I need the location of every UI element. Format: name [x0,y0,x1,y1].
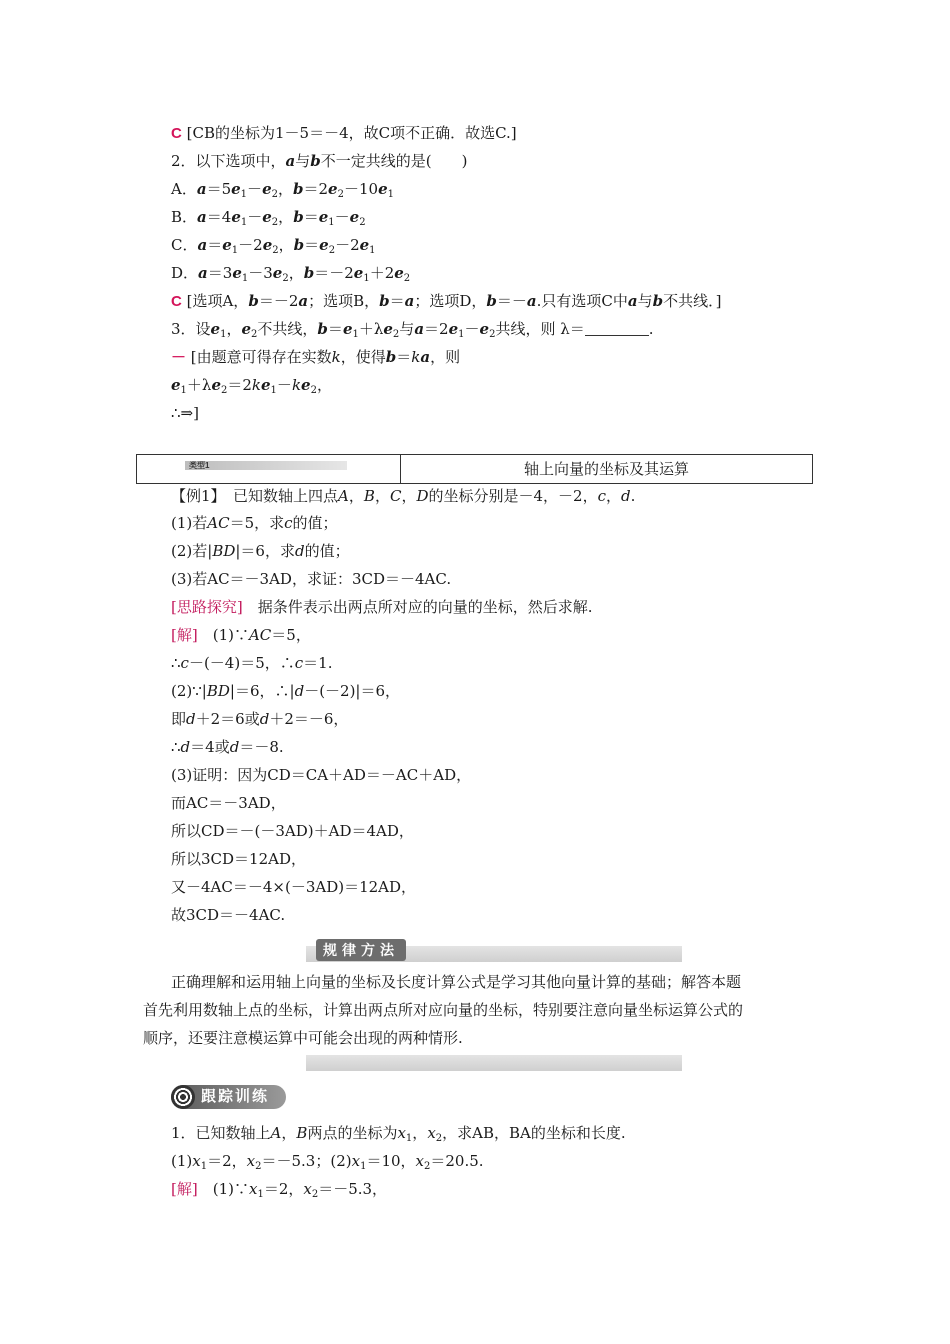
var: e [261,376,271,394]
solution-line-10: 又－4AC＝－4×(－3AD)＝12AD， [171,878,417,896]
text: － [464,320,480,338]
sub: 2 [271,217,279,228]
rule-text-2: 首先利用数轴上点的坐标，计算出两点所对应向量的坐标，特别要注意向量坐标运算公式的 [143,1001,744,1019]
question-2 [171,151,468,171]
sub: 1 [220,329,227,340]
var: a [196,180,207,198]
text: ＝5， [271,626,311,644]
text: － [247,208,263,226]
var: c [284,514,293,532]
sub: 1 [360,1161,367,1172]
text: [选项A， [186,292,249,310]
var: A [338,487,349,505]
text: －3 [248,264,273,282]
text: － [276,376,292,394]
solution-line-3 [171,681,400,701]
solution-line-8: 所以CD＝－(－3AD)＋AD＝4AD， [171,822,414,840]
text: ＝1. [303,654,333,672]
text: (1) [171,1152,193,1170]
var: e [272,264,283,282]
var: c [180,654,189,672]
sub: 2 [282,273,289,284]
training-solution-1 [171,1179,387,1199]
text: ＝20.5. [430,1152,484,1170]
var: k [251,376,261,394]
rule-text-3: 顺序，还要注意模运算中可能会出现的两种情形. [143,1029,463,1047]
var: BD [206,682,230,700]
var: x [248,1180,258,1198]
text: ， [281,1124,297,1142]
rule-text-1: 正确理解和运用轴上向量的坐标及长度计算公式是学习其他向量计算的基础；解答本题 [171,973,742,991]
text: . [630,487,636,505]
solution-tag: [解] [171,626,198,644]
section-type-table [136,454,813,484]
text: ∴ [171,738,181,756]
solution-line-9: 所以3CD＝12AD， [171,850,306,868]
text: ， [278,208,294,226]
example-1 [171,486,635,506]
var: a [404,292,415,310]
var: d [186,710,196,728]
rule-title: 规律方法 [316,939,406,961]
text: 的坐标分别是－4，－2， [428,487,598,505]
sub: 2 [311,1189,319,1200]
answer-line-2 [171,291,722,312]
var: b [293,180,304,198]
example-1-part-1 [171,513,338,533]
answer-line-3 [171,347,460,368]
var: e [383,320,393,338]
text: ， [288,264,304,282]
var: d [229,738,240,756]
question-3 [171,319,654,339]
sub: 2 [489,329,496,340]
text: A． [171,180,197,198]
text: 共线，则 λ＝ [495,320,585,338]
text: D． [171,264,199,282]
text: [由题意可得存在实数 [190,348,332,366]
sub: 1 [257,1189,264,1200]
text: ＝2 [303,180,329,198]
var: e [211,376,221,394]
text: C． [171,236,198,254]
var: e [448,320,459,338]
text: ＝ [396,348,412,366]
var: e [319,236,329,254]
var: b [317,320,328,338]
sub: 2 [272,245,279,256]
var: b [303,264,315,282]
var: D [416,487,429,505]
text: 2．以下选项中， [171,152,286,170]
var: a [298,292,309,310]
var: C [389,487,402,505]
text: B． [171,208,198,226]
var: x [427,1124,436,1142]
text: 的值； [304,542,350,560]
text: 【例1】 已知数轴上四点 [171,487,339,505]
var: e [342,320,353,338]
var: a [526,292,537,310]
var: BD [212,542,236,560]
sub: 2 [424,1161,431,1172]
text: ＝－5.3；(2) [261,1152,352,1170]
var: e [479,320,490,338]
sub: 1 [241,273,249,284]
var: b [293,236,305,254]
var: B [296,1124,308,1142]
var: b [652,292,664,310]
var: a [197,236,208,254]
var: e [378,180,388,198]
var: e [353,264,364,282]
solution-line-7: 而AC＝－3AD， [171,794,286,812]
var: e [318,208,329,226]
text: －(－4)＝5，∴ [188,654,295,672]
sub: 2 [220,385,228,396]
var: x [192,1152,201,1170]
text: ＝3 [207,264,233,282]
var: d [294,542,305,560]
sub: 2 [310,385,317,396]
text: ＝ [304,236,320,254]
text: － [247,180,263,198]
answer-line-3c: ∴⇒] [171,404,199,422]
var: a [414,320,425,338]
text: ， [278,236,294,254]
var: x [246,1152,256,1170]
text: 与 [295,152,311,170]
var: a [420,348,431,366]
text: ＝2 [424,320,449,338]
text: ＝ [327,320,343,338]
text: ， [277,180,293,198]
text: ＝2， [263,1180,304,1198]
text: ∴ [171,654,181,672]
type-tag-cell [137,455,401,483]
var: e [171,376,181,394]
sub: 1 [405,1133,413,1144]
sub: 1 [458,329,465,340]
solution-line-2 [171,653,332,673]
answer-blank [585,321,649,336]
var: b [248,292,259,310]
text: ＝2 [227,376,252,394]
text: ；选项B， [308,292,380,310]
sub: 2 [392,329,400,340]
tracking-title: 跟踪训练 [201,1088,270,1105]
var: e [222,236,232,254]
sub: 2 [435,1133,443,1144]
training-question-1 [171,1123,626,1143]
solution-line-1 [171,625,311,645]
var: e [262,180,272,198]
text: 1．已知数轴上 [171,1124,271,1142]
solution-line-4 [171,709,348,729]
text: ＝－ [496,292,527,310]
text: ＝5，求 [229,514,285,532]
text: |＝6，∴| [229,682,295,700]
text: ＝－5.3， [318,1180,388,1198]
text: ＋2 [369,264,395,282]
text: ＝ [207,236,223,254]
var: AC [248,626,272,644]
var: e [349,208,360,226]
text: 不共线， [257,320,318,338]
option-d [171,263,410,283]
sub: 1 [240,217,248,228]
sub: 1 [328,217,335,228]
var: a [198,264,208,282]
var: e [328,180,338,198]
text: ， [226,320,242,338]
text: 据条件表示出两点所对应的向量的坐标，然后求解. [242,598,593,616]
solution-tag: [解] [171,1180,198,1198]
var: c [294,654,304,672]
text: (1)若 [171,514,208,532]
text: (2)若| [171,542,213,560]
text: (1)∵ [197,1180,249,1198]
var: e [262,208,272,226]
text: 的值； [292,514,338,532]
var: e [232,264,242,282]
sub: 1 [200,1161,208,1172]
text: －10 [343,180,379,198]
sub: 1 [240,189,248,200]
sub: 2 [403,273,411,284]
text: ， [412,1124,428,1142]
text: |＝6，求 [235,542,295,560]
text: 两点的坐标为 [307,1124,398,1142]
var: b [310,152,321,170]
sub: 1 [231,245,239,256]
sub: 1 [352,329,359,340]
text: ＝ [389,292,405,310]
text: ，使得 [340,348,386,366]
text: 与 [399,320,415,338]
sub: 1 [270,385,277,396]
var: x [397,1124,406,1142]
var: b [486,292,497,310]
var: x [351,1152,361,1170]
var: k [411,348,421,366]
thinking-hint [171,597,593,617]
sub: 1 [369,245,376,256]
type-tag: 类型1 [185,461,347,470]
var: e [394,264,404,282]
answer-line-1 [171,123,517,144]
solution-line-11: 故3CD＝－4AC. [171,906,286,924]
var: k [291,376,302,394]
text: ＝5 [206,180,232,198]
text: ＋λ [186,376,212,394]
var: e [262,236,273,254]
text: －2 [238,236,263,254]
text: ，求AB，BA的坐标和长度. [442,1124,626,1142]
answer-label: － [171,349,187,366]
example-1-part-3: (3)若AC＝－3AD，求证：3CD＝－4AC. [171,570,452,588]
example-1-part-2 [171,541,350,561]
var: B [363,487,375,505]
tracking-training-header [171,1085,286,1109]
var: d [180,738,191,756]
sub: 2 [359,217,366,228]
text: ＝－2 [258,292,299,310]
var: d [259,710,270,728]
var: e [210,320,221,338]
answer-label: C [171,293,182,310]
text: －2 [335,236,360,254]
text: ＝4 [206,208,232,226]
text: ＝ [303,208,319,226]
sub: 2 [255,1161,262,1172]
text: (2)∵| [171,682,207,700]
var: x [303,1180,312,1198]
text: 不一定共线的是( ) [320,152,468,170]
text: ＝10， [366,1152,416,1170]
answer-line-3b [171,375,332,395]
option-a [171,179,394,199]
var: b [293,208,304,226]
hint-tag: [思路探究] [171,598,243,616]
text: ， [401,487,417,505]
text: . [648,320,654,338]
type-title: 轴上向量的坐标及其运算 [523,460,689,478]
text: ，则 [430,348,461,366]
rule-band-bottom [306,1055,682,1071]
solution-line-5 [171,737,284,757]
var: e [301,376,311,394]
sub: 2 [337,189,344,200]
answer-text: [CB的坐标为1－5＝－4，故C项不正确．故选C.] [186,124,517,142]
text: ， [348,487,364,505]
text: 不共线．] [663,292,722,310]
var: x [415,1152,424,1170]
text: ＝－2 [314,264,354,282]
var: e [231,208,241,226]
var: b [379,292,390,310]
var: e [359,236,370,254]
var: a [285,152,296,170]
text: 3．设 [171,320,211,338]
var: c [597,487,606,505]
answer-label: C [171,125,182,142]
var: d [294,682,305,700]
option-b [171,207,366,227]
var: a [627,292,638,310]
var: AC [207,514,230,532]
var: k [331,348,341,366]
var: e [241,320,252,338]
var: e [231,180,241,198]
text: ＋2＝6或 [195,710,260,728]
text: ， [316,376,332,394]
text: ， [605,487,621,505]
text: 即 [171,710,187,728]
text: .只有选项C中 [536,292,628,310]
sub: 2 [328,245,336,256]
text: 与 [637,292,653,310]
sub: 2 [251,329,258,340]
text: (1)∵ [197,626,249,644]
target-icon [171,1085,195,1109]
text: ＝2， [207,1152,247,1170]
text: ＝4或 [190,738,230,756]
text: ＝－8. [239,738,284,756]
sub: 1 [363,273,370,284]
var: A [270,1124,282,1142]
text: ＋λ [358,320,384,338]
text: － [334,208,350,226]
solution-line-6: (3)证明：因为CD＝CA＋AD＝－AC＋AD， [171,766,472,784]
text: ；选项D， [414,292,487,310]
var: d [621,487,631,505]
var: a [197,208,207,226]
sub: 1 [180,385,187,396]
text: ＋2＝－6， [269,710,349,728]
text: ， [374,487,390,505]
sub: 1 [387,189,394,200]
sub: 2 [271,189,278,200]
training-question-1-values [171,1151,484,1171]
option-c [171,235,376,255]
var: b [385,348,397,366]
text: －(－2)|＝6， [304,682,401,700]
